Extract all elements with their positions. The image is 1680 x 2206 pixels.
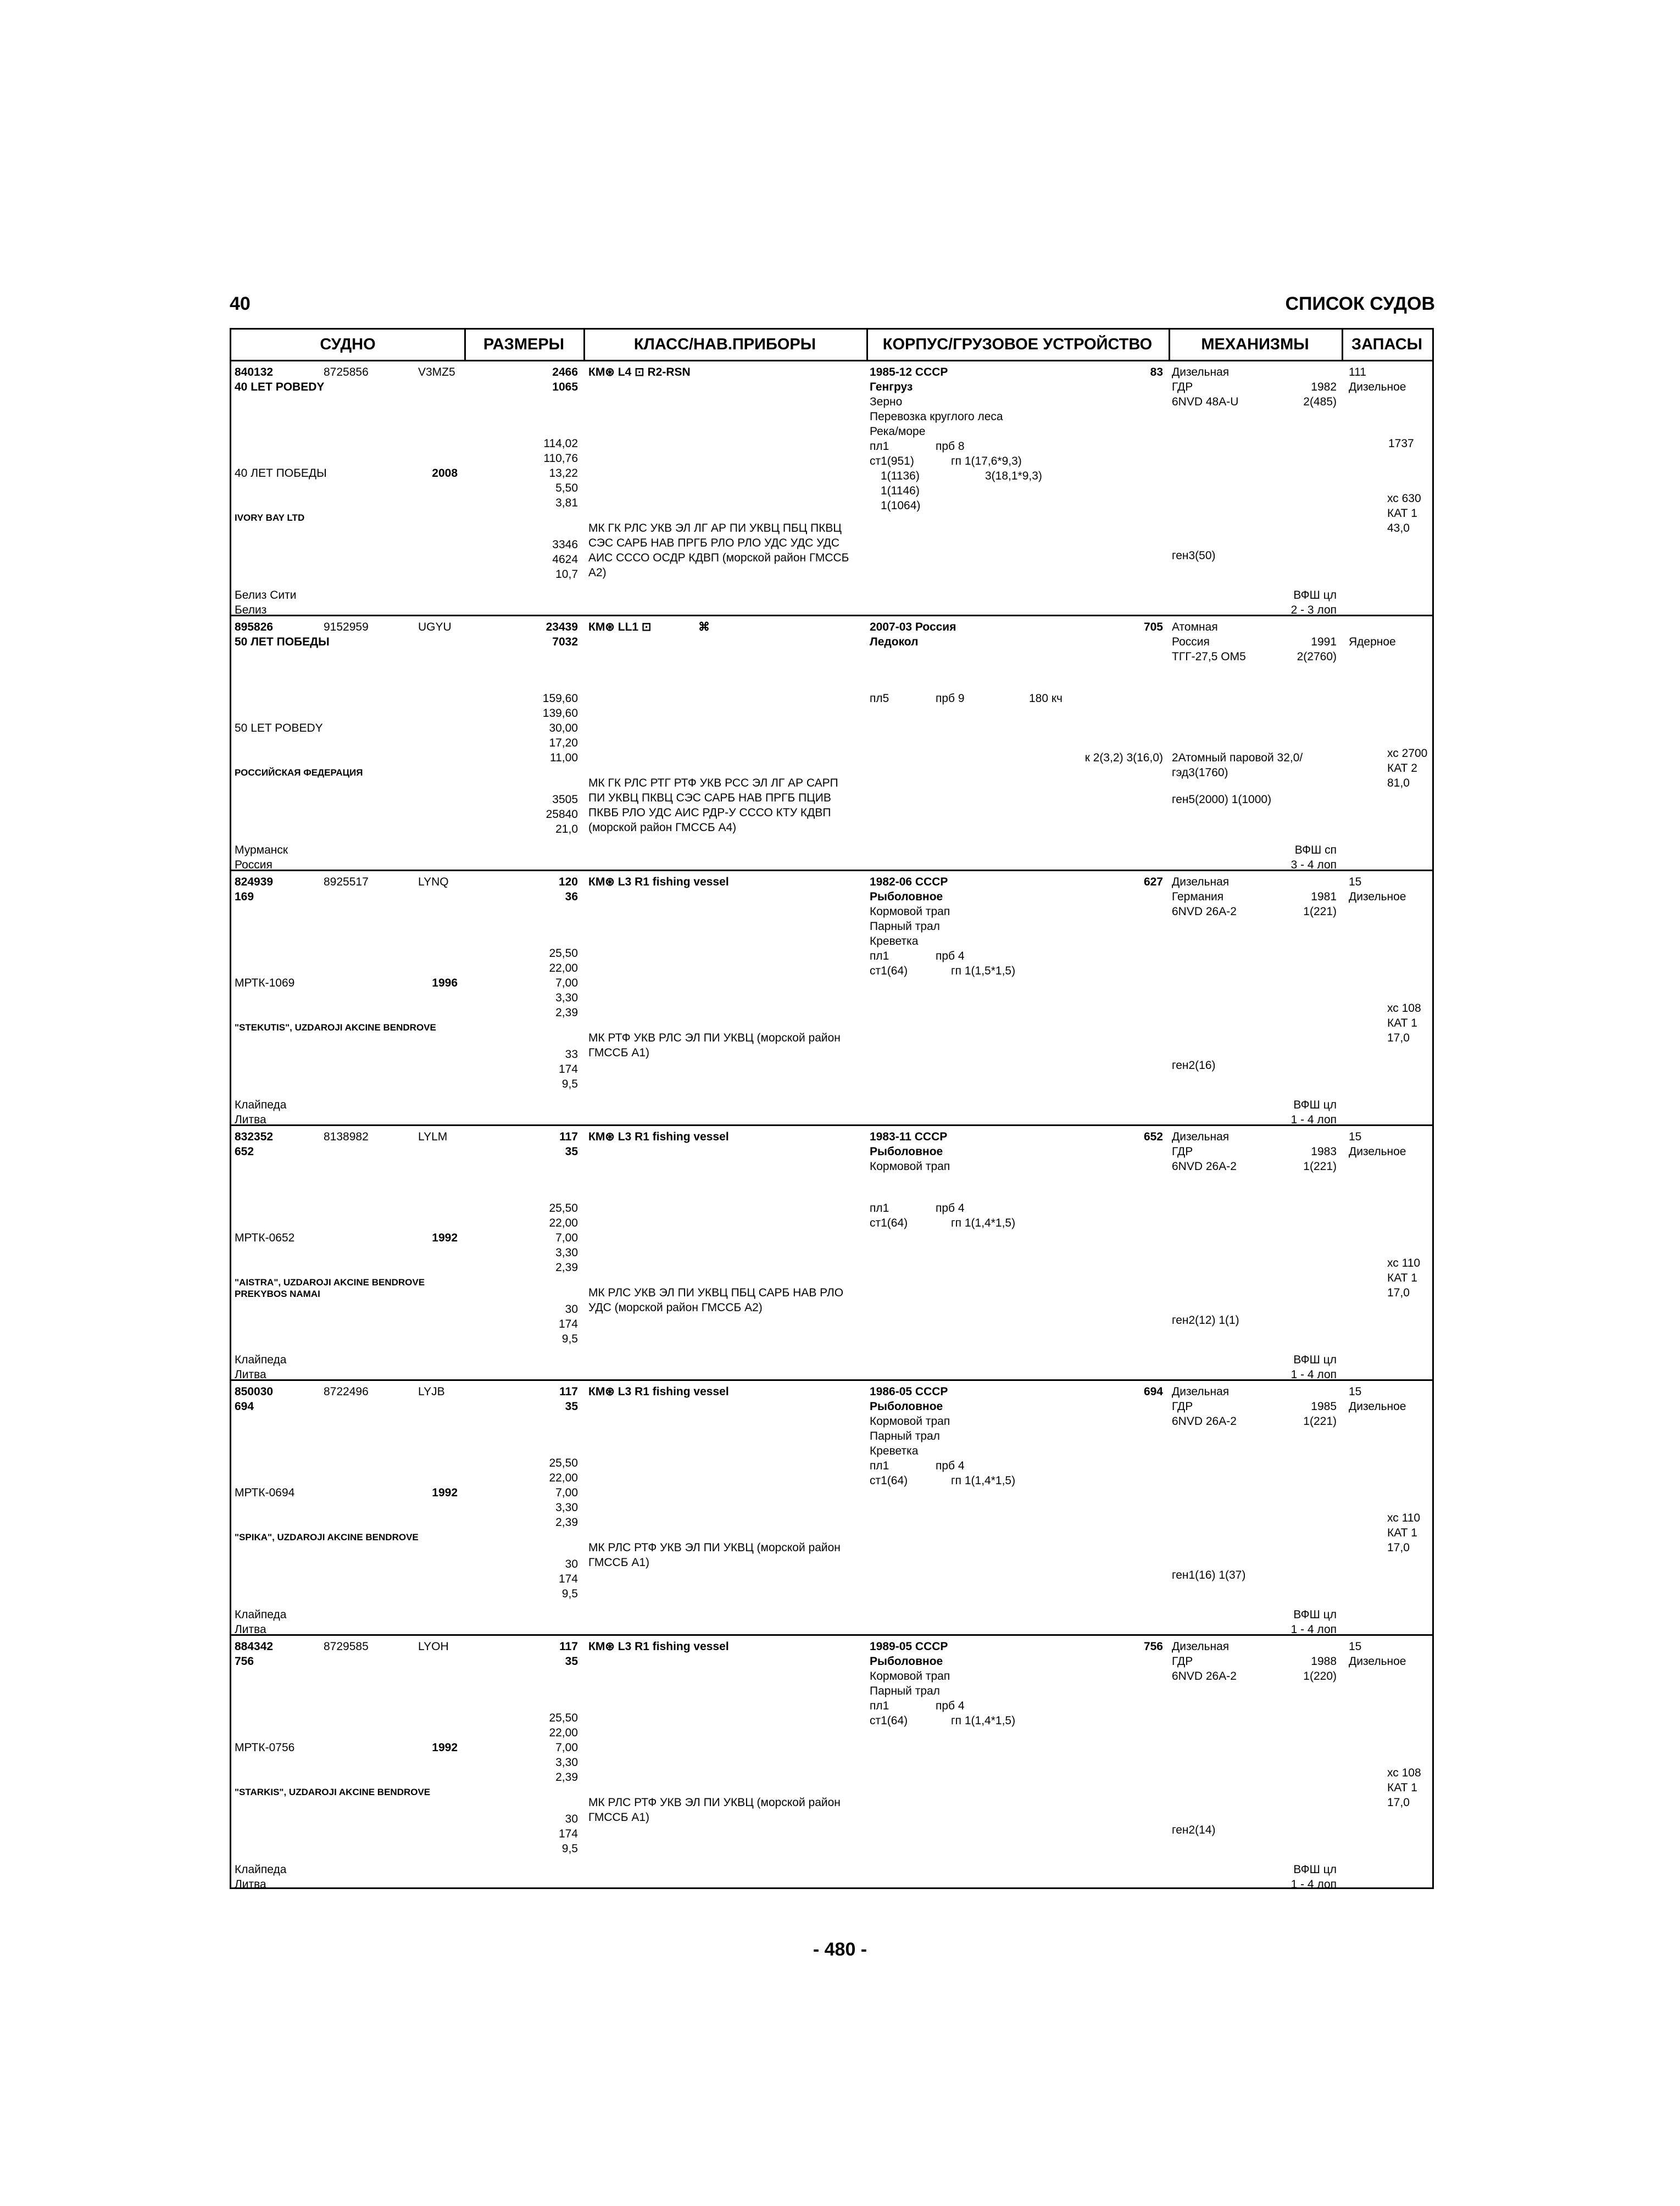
record-id: 884342 [235,1640,274,1653]
dimension-value: 25,50 [549,947,578,960]
supply-kat: КАТ 2 [1387,762,1417,775]
engine-year: 1985 [1311,1400,1337,1413]
flag-country: Литва [235,1113,266,1126]
nav-equipment-line: СЭС САРБ НАВ ПРГБ РЛО РЛО УДС УДС УДС [588,537,840,549]
propeller-type: ВФШ цл [1293,1353,1337,1366]
engine-power: 2(485) [1303,395,1337,408]
nav-equipment-line: МК РЛС РТФ УКВ ЭЛ ПИ УКВЦ (морской район [588,1796,841,1809]
vessel-type: Рыболовное [870,890,943,903]
ship-record [231,616,1432,871]
cargo-line: Креветка [870,935,919,948]
call-sign: UGYU [418,621,452,633]
dimension-value: 7,00 [555,1741,578,1754]
dimension-value: 30 [565,1303,578,1316]
dimension-value: 174 [558,1573,578,1585]
dimension-value: 36 [565,890,578,903]
flag-country: Литва [235,1623,266,1636]
fuel-type: Дизельное [1349,1145,1406,1158]
propeller-type: ВФШ сп [1294,844,1337,856]
vessel-name: 756 [235,1655,254,1668]
cargo-line: Зерно [870,395,903,408]
nav-equipment-line: УДС (морской район ГМССБ А2) [588,1301,763,1314]
class-notation: КМ⊛ L3 R1 fishing vessel [588,876,729,888]
dimension-value: 3505 [552,793,578,806]
build-date-place: 1986-05 СССР [870,1385,948,1398]
cargo-line: Парный трал [870,1685,940,1697]
supply-mid: 1737 [1388,437,1414,450]
cargo-line: Парный трал [870,1430,940,1442]
fuel-type: Дизельное [1349,1655,1406,1668]
owner: "STARKIS", UZDAROJI AKCINE BENDROVE [235,1787,431,1797]
fuel-type: Дизельное [1349,890,1406,903]
dimension-value: 35 [565,1655,578,1668]
imo-number: 8722496 [324,1385,369,1398]
dimension-value: 23439 [546,621,578,633]
record-id: 850030 [235,1385,274,1398]
former-name-year: 1992 [432,1741,458,1754]
dimension-value: 3,81 [555,497,578,509]
engine-power: 1(220) [1303,1670,1337,1683]
build-number: 627 [1143,876,1163,888]
call-sign: LYLM [418,1130,448,1143]
hull-decks: пл1 [870,1700,889,1712]
build-date-place: 1989-05 СССР [870,1640,948,1653]
engine-type: Дизельная [1172,1130,1230,1143]
nav-equipment-line: ПКВБ РЛО УДС АИС РДР-У СССО КТУ КДВП [588,806,831,819]
flag-country: Литва [235,1878,266,1891]
cargo-line: Кормовой трап [870,905,950,918]
fuel-type: Дизельное [1349,1400,1406,1413]
engine-year: 1991 [1311,636,1337,648]
engine-model: 6NVD 48A-U [1172,395,1239,408]
hull-extra-line: 1(1146) [881,484,920,497]
imo-number: 8729585 [324,1640,369,1653]
dimension-value: 11,00 [550,751,578,764]
hull-hatches: гп 1(1,4*1,5) [951,1217,1016,1229]
supply-last: 17,0 [1387,1796,1410,1809]
dimension-value: 3,30 [555,991,578,1004]
record-id: 832352 [235,1130,274,1143]
build-date-place: 1983-11 СССР [870,1130,948,1143]
former-name-year: 1996 [432,977,458,989]
former-name: 50 LET POBEDY [235,722,323,734]
dimension-value: 174 [558,1063,578,1076]
dimension-value: 117 [559,1385,578,1398]
build-number: 705 [1143,621,1163,633]
class-notation: КМ⊛ L3 R1 fishing vessel [588,1385,729,1398]
dimension-value: 1065 [552,381,578,393]
nav-equipment-line: (морской район ГМССБ А4) [588,821,737,834]
page-footer-number: - 480 - [813,1939,867,1960]
propeller-blades: 1 - 4 лоп [1290,1878,1337,1891]
hull-decks: пл1 [870,440,889,453]
hull-bulkheads: прб 4 [936,1202,965,1215]
ship-table [230,328,1434,1889]
column-header-class: КЛАСС/НАВ.ПРИБОРЫ [583,330,866,361]
engine-power: 1(221) [1303,1415,1337,1428]
supply-top: 111 [1349,366,1366,378]
hull-bulkheads: прб 4 [936,1459,965,1472]
dimension-value: 4624 [552,553,578,566]
nav-equipment-line: МК ГК РЛС УКВ ЭЛ ЛГ АР ПИ УКВЦ ПБЦ ПКВЦ [588,522,842,534]
vessel-type: Рыболовное [870,1655,943,1668]
supply-last: 81,0 [1387,777,1410,789]
hull-hatches: гп 1(1,4*1,5) [951,1474,1016,1487]
engine-type: Дизельная [1172,366,1230,378]
imo-number: 8925517 [324,876,369,888]
dimension-value: 2,39 [555,1006,578,1019]
class-notation: КМ⊛ L4 ⊡ R2-RSN [588,366,691,378]
build-date-place: 1985-12 СССР [870,366,948,378]
nav-equipment-line: АИС СССО ОСДР КДВП (морской район ГМССБ [588,552,849,564]
former-name-year: 1992 [432,1232,458,1244]
hull-holds: ст1(64) [870,1217,908,1229]
former-name: МРТК-0652 [235,1232,295,1244]
hull-bulkheads: прб 8 [936,440,965,453]
supply-top: 15 [1349,1640,1362,1653]
dimension-value: 25,50 [549,1712,578,1724]
supply-xc: хс 108 [1387,1002,1421,1015]
owner: "SPIKA", UZDAROJI AKCINE BENDROVE [235,1532,419,1542]
call-sign: V3MZ5 [418,366,455,378]
propeller-type: ВФШ цл [1293,1608,1337,1621]
dimension-value: 2,39 [555,1771,578,1784]
dimension-value: 2,39 [555,1261,578,1274]
fuel-type: Дизельное [1349,381,1406,393]
vessel-name: 40 LET POBEDY [235,381,325,393]
generators: ген1(16) 1(37) [1172,1569,1246,1581]
cargo-line: Перевозка круглого леса [870,410,1003,423]
vessel-name: 169 [235,890,254,903]
fuel-type: Ядерное [1349,636,1396,648]
supply-xc: хс 630 [1387,492,1421,505]
former-name: МРТК-1069 [235,977,295,989]
imo-number: 9152959 [324,621,369,633]
generators: ген2(16) [1172,1059,1216,1072]
engine-type: Дизельная [1172,1640,1230,1653]
build-number: 652 [1143,1130,1163,1143]
ship-record [231,1381,1432,1636]
propeller-blades: 1 - 4 лоп [1290,1368,1337,1381]
call-sign: LYJB [418,1385,445,1398]
engine-model: ТГГ-27,5 ОМ5 [1172,650,1246,663]
hull-decks: пл1 [870,1202,889,1215]
nav-equipment-line: А2) [588,566,607,579]
build-date-place: 2007-03 Россия [870,621,956,633]
hull-extra-line: 1(1064) [881,499,921,512]
hull-holds: ст1(64) [870,1474,908,1487]
cargo-line: Кормовой трап [870,1160,950,1173]
home-port: Клайпеда [235,1353,287,1366]
supply-top: 15 [1349,1130,1362,1143]
cargo-line: Кормовой трап [870,1670,950,1683]
vessel-type: Генгруз [870,381,913,393]
dimension-value: 174 [558,1828,578,1840]
cargo-line: Кормовой трап [870,1415,950,1428]
home-port: Мурманск [235,844,288,856]
cargo-line: Парный трал [870,920,940,933]
former-name-year: 2008 [432,467,458,480]
hull-hatches-extra: 3(18,1*9,3) [985,470,1042,482]
build-number: 83 [1150,366,1163,378]
build-number: 756 [1143,1640,1163,1653]
dimension-value: 114,02 [543,437,578,450]
owner: "AISTRA", UZDAROJI AKCINE BENDROVE PREKYBOS NAMAI [235,1277,425,1299]
dimension-value: 30 [565,1813,578,1825]
dimension-value: 5,50 [555,482,578,494]
engine-type: Дизельная [1172,876,1230,888]
propeller-blades: 3 - 4 лоп [1290,859,1337,871]
dimension-value: 2466 [552,366,578,378]
hull-holds: ст1(64) [870,1714,908,1727]
hull-hatches: гп 1(1,5*1,5) [951,965,1016,977]
hull-cranes: к 2(3,2) 3(16,0) [1084,751,1163,764]
generators: ген5(2000) 1(1000) [1172,793,1272,806]
engine-country: ГДР [1172,1145,1193,1158]
dimension-value: 22,00 [549,1726,578,1739]
dimension-value: 3,30 [555,1246,578,1259]
supply-kat: КАТ 1 [1387,1527,1417,1539]
record-id: 840132 [235,366,274,378]
nav-equipment-line: ПИ УКВЦ ПКВЦ СЭС САРБ НАВ ПРГБ ПЦИВ [588,792,831,804]
propeller-type: ВФШ цл [1293,589,1337,601]
owner: РОССИЙСКАЯ ФЕДЕРАЦИЯ [235,767,363,778]
dimension-value: 35 [565,1400,578,1413]
dimension-value: 22,00 [549,1472,578,1484]
record-id: 824939 [235,876,274,888]
vessel-type: Рыболовное [870,1400,943,1413]
home-port: Белиз Сити [235,589,297,601]
engine-type: Атомная [1172,621,1218,633]
nav-equipment-line: МК ГК РЛС РТГ РТФ УКВ РСС ЭЛ ЛГ АР САРП [588,777,838,789]
hull-ice: 180 кч [1029,692,1063,705]
nav-equipment-line: МК РТФ УКВ РЛС ЭЛ ПИ УКВЦ (морской район [588,1032,841,1044]
ship-record [231,871,1432,1126]
engine-model: 6NVD 26A-2 [1172,905,1237,918]
call-sign: LYNQ [418,876,449,888]
dimension-value: 22,00 [549,962,578,974]
dimension-value: 9,5 [561,1078,578,1090]
hull-decks: пл1 [870,1459,889,1472]
hull-hatches: гп 1(17,6*9,3) [951,455,1022,467]
engine-year: 1983 [1311,1145,1337,1158]
imo-number: 8138982 [324,1130,369,1143]
supply-last: 17,0 [1387,1541,1410,1554]
propeller-type: ВФШ цл [1293,1099,1337,1111]
cargo-line: Креветка [870,1445,919,1457]
supply-last: 43,0 [1387,522,1410,534]
nav-equipment-line: ГМССБ А1) [588,1811,650,1824]
ship-record [231,1636,1432,1891]
cargo-line: Река/море [870,425,926,438]
hull-bulkheads: прб 9 [936,692,965,705]
engine-power: 1(221) [1303,1160,1337,1173]
propeller-blades: 1 - 4 лоп [1290,1623,1337,1636]
flag-country: Россия [235,859,272,871]
home-port: Клайпеда [235,1863,287,1876]
vessel-name: 694 [235,1400,254,1413]
vessel-type: Рыболовное [870,1145,943,1158]
engine-country: ГДР [1172,381,1193,393]
column-header-dimensions: РАЗМЕРЫ [464,330,583,361]
engine-country: ГДР [1172,1655,1193,1668]
engine-country: Россия [1172,636,1210,648]
dimension-value: 139,60 [542,707,578,720]
engine-type: Дизельная [1172,1385,1230,1398]
dimension-value: 3346 [552,538,578,551]
column-header-supplies: ЗАПАСЫ [1342,330,1432,361]
dimension-value: 30,00 [549,722,578,734]
hull-extra-line: 1(1136) [881,470,920,482]
dimension-value: 25,50 [549,1457,578,1469]
dimension-value: 7,00 [555,977,578,989]
dimension-value: 9,5 [561,1842,578,1855]
vessel-type: Ледокол [870,636,919,648]
vessel-name: 50 ЛЕТ ПОБЕДЫ [235,636,330,648]
supply-last: 17,0 [1387,1032,1410,1044]
hull-holds: ст1(951) [870,455,914,467]
nav-equipment-line: ГМССБ А1) [588,1556,650,1569]
owner: "STEKUTIS", UZDAROJI AKCINE BENDROVE [235,1022,436,1033]
generators: ген2(12) 1(1) [1172,1314,1239,1327]
dimension-value: 7,00 [555,1486,578,1499]
dimension-value: 9,5 [561,1587,578,1600]
dimension-value: 30 [565,1558,578,1570]
former-name: МРТК-0756 [235,1741,295,1754]
dimension-value: 10,7 [555,568,578,581]
engine-extra: 2Атомный паровой 32,0/ гэд3(1760) [1172,751,1303,779]
dimension-value: 2,39 [555,1516,578,1529]
supply-kat: КАТ 1 [1387,1272,1417,1284]
former-name: 40 ЛЕТ ПОБЕДЫ [235,467,327,480]
hull-bulkheads: прб 4 [936,1700,965,1712]
dimension-value: 7032 [552,636,578,648]
propeller-type: ВФШ цл [1293,1863,1337,1876]
column-header-vessel: СУДНО [231,330,464,361]
flag-country: Литва [235,1368,266,1381]
dimension-value: 159,60 [542,692,578,705]
dimension-value: 117 [559,1130,578,1143]
engine-model: 6NVD 26A-2 [1172,1160,1237,1173]
dimension-value: 3,30 [555,1756,578,1769]
supply-kat: КАТ 1 [1387,1781,1417,1794]
class-mark: ⌘ [698,621,710,633]
home-port: Клайпеда [235,1099,287,1111]
former-name: МРТК-0694 [235,1486,295,1499]
hull-hatches: гп 1(1,4*1,5) [951,1714,1016,1727]
supply-xc: хс 2700 [1387,747,1428,760]
engine-country: ГДР [1172,1400,1193,1413]
dimension-value: 17,20 [549,737,578,749]
supply-top: 15 [1349,1385,1362,1398]
supply-kat: КАТ 1 [1387,507,1417,520]
dimension-value: 110,76 [543,452,578,465]
dimension-value: 117 [559,1640,578,1653]
dimension-value: 13,22 [549,467,578,480]
hull-bulkheads: прб 4 [936,950,965,962]
propeller-blades: 1 - 4 лоп [1290,1113,1337,1126]
dimension-value: 25840 [546,808,578,821]
hull-decks: пл1 [870,950,889,962]
supply-xc: хс 110 [1387,1512,1421,1524]
dimension-value: 174 [558,1318,578,1330]
supply-xc: хс 108 [1387,1767,1421,1779]
ship-record [231,1126,1432,1381]
owner: IVORY BAY LTD [235,512,305,523]
dimension-value: 21,0 [555,823,578,835]
engine-model: 6NVD 26A-2 [1172,1415,1237,1428]
engine-year: 1981 [1311,890,1337,903]
generators: ген3(50) [1172,549,1216,562]
dimension-value: 9,5 [561,1333,578,1345]
dimension-value: 3,30 [555,1501,578,1514]
dimension-value: 33 [565,1048,578,1061]
class-notation: КМ⊛ L3 R1 fishing vessel [588,1130,729,1143]
nav-equipment-line: МК РЛС РТФ УКВ ЭЛ ПИ УКВЦ (морской район [588,1541,841,1554]
hull-holds: ст1(64) [870,965,908,977]
dimension-value: 25,50 [549,1202,578,1215]
column-header-machinery: МЕХАНИЗМЫ [1169,330,1342,361]
vessel-name: 652 [235,1145,254,1158]
supply-kat: КАТ 1 [1387,1017,1417,1029]
engine-year: 1982 [1311,381,1337,393]
build-number: 694 [1143,1385,1163,1398]
ship-record [231,361,1432,616]
generators: ген2(14) [1172,1824,1216,1836]
engine-country: Германия [1172,890,1224,903]
engine-year: 1988 [1311,1655,1337,1668]
engine-model: 6NVD 26A-2 [1172,1670,1237,1683]
record-id: 895826 [235,621,274,633]
dimension-value: 7,00 [555,1232,578,1244]
supply-last: 17,0 [1387,1286,1410,1299]
hull-decks: пл5 [870,692,889,705]
dimension-value: 35 [565,1145,578,1158]
class-notation: КМ⊛ LL1 ⊡ [588,621,652,633]
page-title: СПИСОК СУДОВ [1285,293,1435,314]
former-name-year: 1992 [432,1486,458,1499]
class-notation: КМ⊛ L3 R1 fishing vessel [588,1640,729,1653]
page-number: 40 [230,293,251,314]
supply-xc: хс 110 [1387,1257,1421,1269]
home-port: Клайпеда [235,1608,287,1621]
nav-equipment-line: ГМССБ А1) [588,1046,650,1059]
dimension-value: 22,00 [549,1217,578,1229]
dimension-value: 120 [558,876,578,888]
imo-number: 8725856 [324,366,369,378]
engine-power: 1(221) [1303,905,1337,918]
nav-equipment-line: МК РЛС УКВ ЭЛ ПИ УКВЦ ПБЦ САРБ НАВ РЛО [588,1286,844,1299]
build-date-place: 1982-06 СССР [870,876,948,888]
call-sign: LYOH [418,1640,449,1653]
flag-country: Белиз [235,604,267,616]
propeller-blades: 2 - 3 лоп [1290,604,1337,616]
supply-top: 15 [1349,876,1362,888]
column-header-hull: КОРПУС/ГРУЗОВОЕ УСТРОЙСТВО [866,330,1169,361]
engine-power: 2(2760) [1297,650,1337,663]
